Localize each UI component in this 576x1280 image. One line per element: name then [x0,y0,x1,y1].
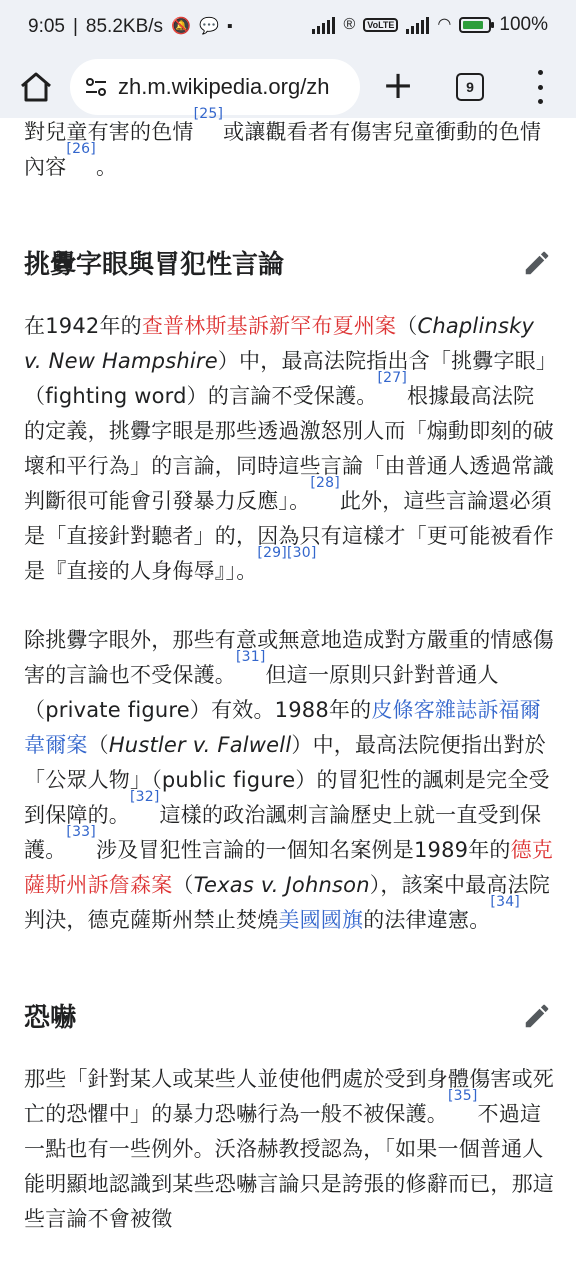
ref-link-26[interactable]: [26] [66,141,96,157]
tab-count: 9 [466,79,474,95]
paragraph-threats-1: 那些「針對某人或某些人並使他們處於受到身體傷害或死亡的恐懼中」的暴力恐嚇行為一般不被保護。[35]不過這一點也有一些例外。沃洛赫教授認為，「如果一個普通人能明顯地認識到某些恐嚇言論只是誇張的修辭而已，那這些言論不會被徵 [24,1067,554,1231]
browser-toolbar [0,56,576,118]
plus-icon: + [382,63,414,107]
signal-5g-icon [312,16,335,34]
battery-icon [459,17,491,33]
tune-icon[interactable] [84,75,108,99]
section-title: 恐嚇 [24,1002,77,1033]
ref-link-31[interactable]: [31] [236,649,266,665]
ref-link-35[interactable]: [35] [448,1088,478,1104]
message-icon: ▪ [226,18,233,35]
home-button[interactable] [18,70,54,104]
link-hustler-case[interactable]: 皮條客雜誌訴福爾韋爾案 [24,698,541,757]
more-vert-icon[interactable] [530,70,550,104]
ref-link-28[interactable]: [28] [310,475,340,491]
status-time: 9:05 [28,16,65,37]
status-bar [0,0,576,56]
ref-link-25[interactable]: [25] [193,106,224,122]
wifi-icon: ◠ [437,16,452,33]
paragraph-fighting-words-2: 除挑釁字眼外，那些有意或無意地造成對方嚴重的情感傷害的言論也不受保護。[31]但這一原則只針對普通人（private figure）有效。1988年的皮條客雜誌訴福爾韋爾案（Hustler v. Falwell）中，最高法院便指出對於「公眾人物」（public figure）的冒犯性的諷刺是完全受到保障的。[32]這樣的政治諷刺言論歷史上就一直受到保護。[33]涉及冒犯性言論的一個知名案例是1989年的德克薩斯州訴詹森案（Texas v. Johnson），該案中最高法院判決，德克薩斯州禁止焚燒美國國旗的法律違憲。[34] [24,628,554,932]
signal-icon [406,16,429,34]
home-icon [18,70,54,104]
pencil-edit-icon[interactable] [522,1001,552,1031]
ref-link-33[interactable]: [33] [66,824,96,840]
article-content [24,106,554,1280]
ref-link-27[interactable]: [27] [377,370,408,386]
link-texas-johnson-case[interactable]: 德克薩斯州訴詹森案 [24,838,554,897]
ref-link-29[interactable]: [29] [257,545,287,561]
ref-link-30[interactable]: [30] [286,545,317,561]
section-heading-fighting-words [24,231,554,293]
chat-icon: 💬 [198,18,219,35]
battery-level: 100% [499,14,548,35]
new-tab-button[interactable] [380,63,416,107]
ref-link-34[interactable]: [34] [490,894,520,910]
link-us-flag[interactable]: 美國國旗 [278,908,364,932]
status-left: 9:05 | 85.2KB/s 🔕 💬 ▪ [28,16,233,37]
ref-link-32[interactable]: [32] [130,789,160,805]
registered-icon: ® [343,16,356,33]
status-right [312,14,548,36]
network-speed: 85.2KB/s [85,16,164,37]
volte-icon: VoLTE [363,18,398,32]
mute-icon: 🔕 [171,18,191,35]
tab-switcher-button[interactable] [456,73,484,101]
section-heading-threats [24,984,554,1046]
url-text[interactable]: zh.m.wikipedia.org/zh [118,74,330,99]
top-fragment-paragraph: 對兒童有害的色情[25]或讓觀看者有傷害兒童衝動的色情內容[26]。 [24,106,542,179]
paragraph-fighting-words-1: 在1942年的查普林斯基訴新罕布夏州案（Chaplinsky v. New Hampshire）中，最高法院指出含「挑釁字眼」（fighting word）的言論不受保護。[27]根據最高法院的定義，挑釁字眼是那些透過激怒別人而「煽動即刻的破壞和平行為」的言論，同時這些言論「由普通人透過常識判斷很可能會引發暴力反應」。[28]此外，這些言論還必須是「直接針對聽者」的，因為只有這樣才「更可能被看作是『直接的人身侮辱』」。[29][30] [24,314,554,583]
section-title: 挑釁字眼與冒犯性言論 [24,249,285,280]
link-chaplinsky-case[interactable]: 查普林斯基訴新罕布夏州案 [141,314,397,338]
pencil-edit-icon[interactable] [522,248,552,278]
